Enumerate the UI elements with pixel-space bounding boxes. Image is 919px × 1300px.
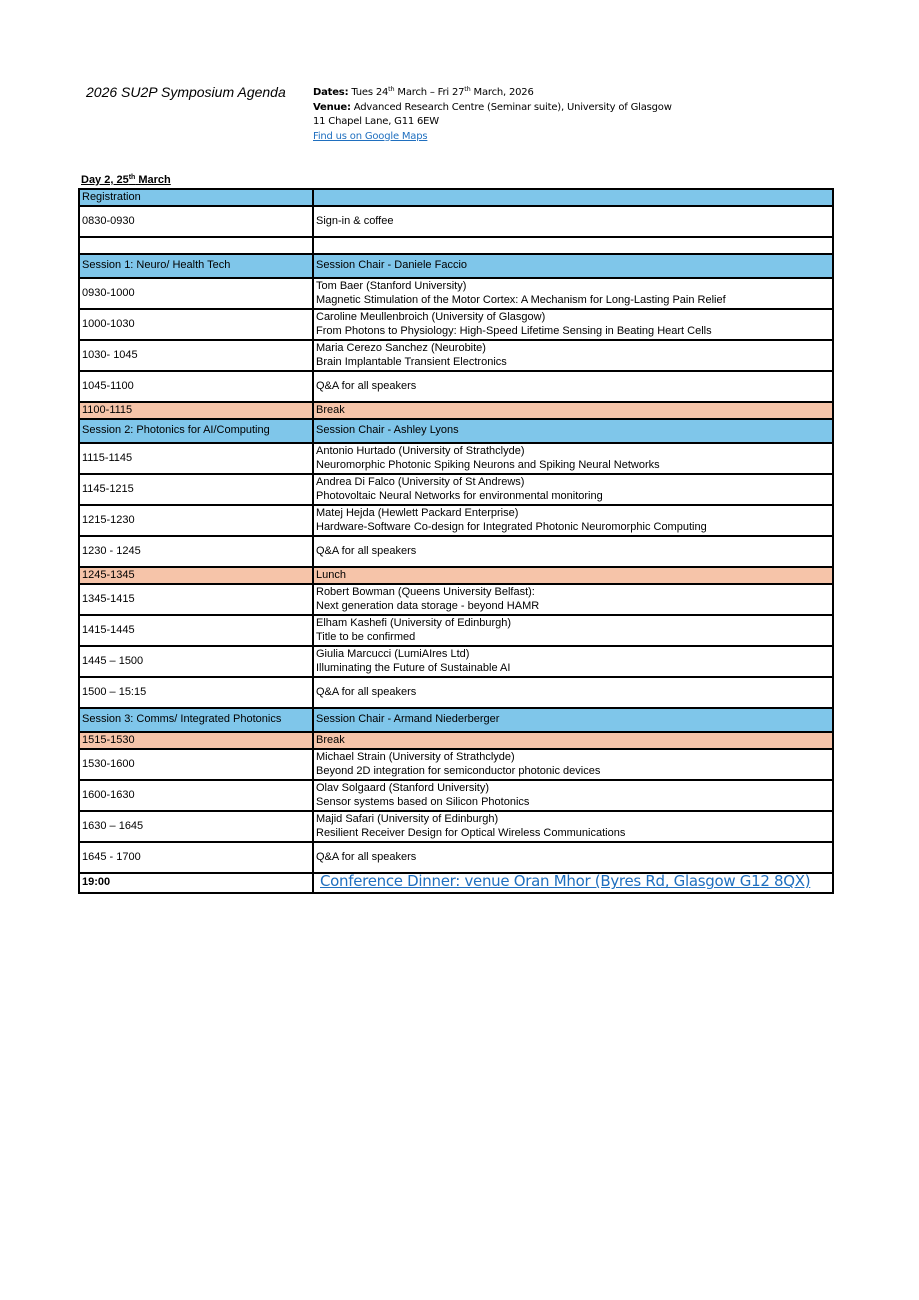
time-slot: 1515-1530 — [79, 732, 313, 749]
time-slot: 1030- 1045 — [79, 340, 313, 371]
speaker-name: Matej Hejda (Hewlett Packard Enterprise) — [316, 507, 519, 519]
activity: Q&A for all speakers — [316, 379, 417, 392]
talk-title: Brain Implantable Transient Electronics — [316, 355, 507, 368]
time-slot: 1115-1145 — [79, 443, 313, 474]
talk-details — [313, 206, 833, 237]
dates-start: Tues 24 — [348, 87, 389, 98]
talk-title: Magnetic Stimulation of the Motor Cortex: A Mechanism for Long-Lasting Pain Relief — [316, 293, 726, 306]
talk-details — [313, 309, 833, 340]
talk-details — [313, 646, 833, 677]
time-slot: 1045-1100 — [79, 371, 313, 402]
talk-details — [313, 505, 833, 536]
speaker-name: Giulia Marcucci (LumiAIres Ltd) — [316, 648, 470, 660]
break-label: Lunch — [313, 567, 833, 584]
time-slot: 1415-1445 — [79, 615, 313, 646]
time-slot: 1600-1630 — [79, 780, 313, 811]
time-slot: 0930-1000 — [79, 278, 313, 309]
break-row — [79, 732, 833, 749]
talk-details — [313, 615, 833, 646]
session-chair: Session Chair - Daniele Faccio — [313, 254, 833, 278]
talk-details — [313, 677, 833, 708]
break-label: Break — [313, 402, 833, 419]
agenda-row — [79, 443, 833, 474]
session-chair: Session Chair - Armand Niederberger — [313, 708, 833, 732]
talk-title: From Photons to Physiology: High-Speed Lifetime Sensing in Beating Heart Cells — [316, 324, 712, 337]
time-slot: 1345-1415 — [79, 584, 313, 615]
agenda-row — [79, 646, 833, 677]
agenda-row — [79, 536, 833, 567]
speaker-name: Caroline Meullenbroich (University of Glasgow) — [316, 311, 546, 323]
agenda-row — [79, 278, 833, 309]
speaker-name: Tom Baer (Stanford University) — [316, 280, 467, 292]
talk-details — [313, 811, 833, 842]
dates-sup: th — [464, 85, 471, 93]
time-slot: 1245-1345 — [79, 567, 313, 584]
talk-details — [313, 749, 833, 780]
agenda-row — [79, 371, 833, 402]
venue-line — [313, 101, 672, 116]
time-slot: 1215-1230 — [79, 505, 313, 536]
activity: Sign-in & coffee — [316, 214, 394, 227]
speaker-name: Antonio Hurtado (University of Strathclyde) — [316, 445, 525, 457]
time-slot: 1445 – 1500 — [79, 646, 313, 677]
session-title: Session 1: Neuro/ Health Tech — [79, 254, 313, 278]
time-slot: 19:00 — [79, 873, 313, 893]
time-slot: 1230 - 1245 — [79, 536, 313, 567]
venue-label: Venue: — [313, 101, 351, 113]
talk-details — [313, 443, 833, 474]
time-slot: 1100-1115 — [79, 402, 313, 419]
talk-details — [313, 340, 833, 371]
speaker-name: Michael Strain (University of Strathclyde) — [316, 751, 515, 763]
dates-end: March, 2026 — [470, 87, 534, 98]
talk-title: Illuminating the Future of Sustainable AI — [316, 661, 511, 674]
agenda-row — [79, 505, 833, 536]
talk-details — [313, 842, 833, 873]
venue-text: Advanced Research Centre (Seminar suite), University of Glasgow — [350, 101, 672, 113]
day-heading — [81, 174, 171, 186]
talk-title: Beyond 2D integration for semiconductor photonic devices — [316, 764, 601, 777]
break-label: Break — [313, 732, 833, 749]
speaker-name: Maria Cerezo Sanchez (Neurobite) — [316, 342, 486, 354]
speaker-name: Robert Bowman (Queens University Belfast): — [316, 586, 535, 598]
speaker-name: Elham Kashefi (University of Edinburgh) — [316, 617, 512, 629]
dates-mid: March – Fri 27 — [394, 87, 465, 98]
dates-line — [313, 86, 672, 101]
talk-title: Photovoltaic Neural Networks for environmental monitoring — [316, 489, 603, 502]
agenda-table — [78, 188, 834, 894]
talk-details — [313, 237, 833, 254]
talk-details — [313, 584, 833, 615]
session-title: Registration — [79, 189, 313, 206]
talk-title: Resilient Receiver Design for Optical Wireless Communications — [316, 826, 626, 839]
agenda-row — [79, 584, 833, 615]
agenda-row — [79, 615, 833, 646]
dates-sup: th — [388, 85, 395, 93]
time-slot: 1145-1215 — [79, 474, 313, 505]
activity: Q&A for all speakers — [316, 850, 417, 863]
conference-dinner-link[interactable]: Conference Dinner: venue Oran Mhor (Byres Rd, Glasgow G12 8QX) — [320, 872, 811, 891]
break-row — [79, 567, 833, 584]
session-header-row — [79, 419, 833, 443]
time-slot: 1000-1030 — [79, 309, 313, 340]
talk-title: Title to be confirmed — [316, 630, 416, 643]
dinner-details — [313, 873, 833, 893]
event-info — [313, 86, 672, 144]
session-chair: Session Chair - Ashley Lyons — [313, 419, 833, 443]
day-heading-month: March — [135, 174, 171, 186]
agenda-row — [79, 780, 833, 811]
speaker-name: Majid Safari (University of Edinburgh) — [316, 813, 499, 825]
time-slot: 0830-0930 — [79, 206, 313, 237]
agenda-row — [79, 842, 833, 873]
agenda-row — [79, 677, 833, 708]
agenda-row — [79, 749, 833, 780]
talk-title: Neuromorphic Photonic Spiking Neurons and Spiking Neural Networks — [316, 458, 660, 471]
break-row — [79, 402, 833, 419]
talk-details — [313, 536, 833, 567]
talk-details — [313, 474, 833, 505]
day-heading-sup: th — [128, 174, 136, 181]
activity: Q&A for all speakers — [316, 544, 417, 557]
session-header-row — [79, 254, 833, 278]
session-header-row — [79, 708, 833, 732]
talk-title: Sensor systems based on Silicon Photonics — [316, 795, 530, 808]
time-slot: 1630 – 1645 — [79, 811, 313, 842]
agenda-row — [79, 474, 833, 505]
google-maps-link[interactable]: Find us on Google Maps — [313, 130, 428, 142]
day-heading-text: Day 2, 25 — [81, 174, 129, 186]
time-slot: 1530-1600 — [79, 749, 313, 780]
session-title: Session 3: Comms/ Integrated Photonics — [79, 708, 313, 732]
talk-title: Hardware-Software Co-design for Integrated Photonic Neuromorphic Computing — [316, 520, 707, 533]
session-title: Session 2: Photonics for AI/Computing — [79, 419, 313, 443]
session-header-row — [79, 189, 833, 206]
time-slot: 1500 – 15:15 — [79, 677, 313, 708]
time-slot — [79, 237, 313, 254]
agenda-row — [79, 206, 833, 237]
dinner-row — [79, 873, 833, 893]
dates-label: Dates: — [313, 87, 349, 98]
talk-details — [313, 278, 833, 309]
agenda-row — [79, 309, 833, 340]
talk-title: Next generation data storage - beyond HAMR — [316, 599, 540, 612]
talk-details — [313, 780, 833, 811]
agenda-row — [79, 340, 833, 371]
venue-address: 11 Chapel Lane, G11 6EW — [313, 116, 439, 127]
speaker-name: Olav Solgaard (Stanford University) — [316, 782, 490, 794]
time-slot: 1645 - 1700 — [79, 842, 313, 873]
speaker-name: Andrea Di Falco (University of St Andrews) — [316, 476, 525, 488]
activity: Q&A for all speakers — [316, 685, 417, 698]
talk-details — [313, 371, 833, 402]
spacer-row — [79, 237, 833, 254]
agenda-row — [79, 811, 833, 842]
document-title: 2026 SU2P Symposium Agenda — [86, 84, 286, 100]
session-chair — [313, 189, 833, 206]
